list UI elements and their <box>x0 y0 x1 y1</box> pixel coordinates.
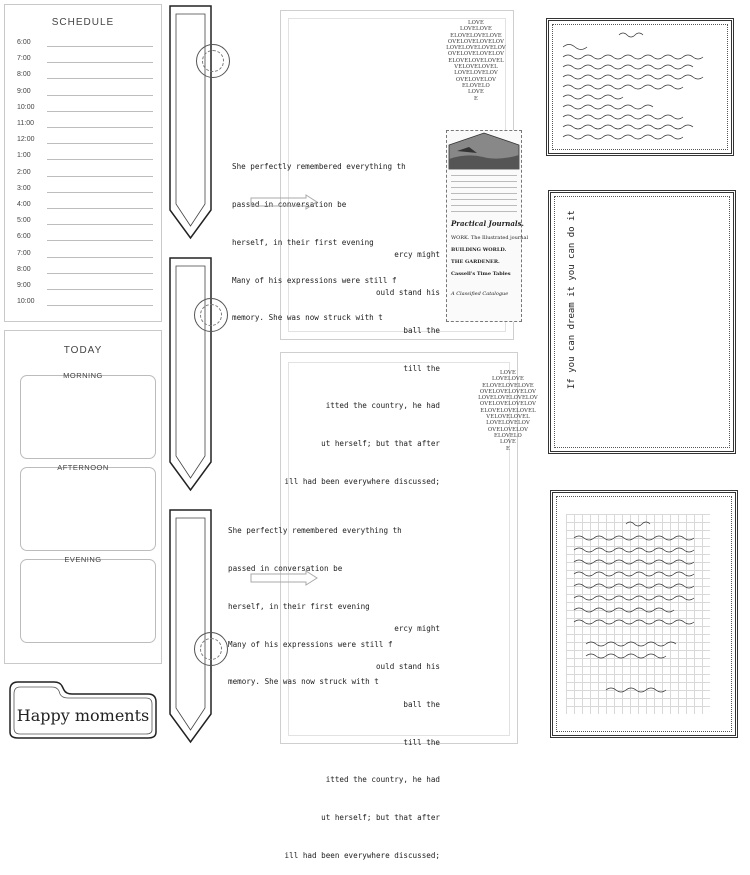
love-word-line: LOVELOVELOV <box>454 70 498 77</box>
happy-moments-label <box>4 676 162 742</box>
love-word-line: ELOVELOVELOVEL <box>480 407 536 414</box>
quote-text: If you can dream it you can do it <box>567 210 577 389</box>
love-word-line: OVELOVELOV <box>487 426 529 433</box>
schedule-time: 11:00 <box>17 120 34 127</box>
schedule-line <box>47 257 153 258</box>
schedule-line <box>47 305 153 306</box>
schedule-card <box>4 4 162 322</box>
afternoon-label: AFTERNOON <box>57 463 109 472</box>
prose-line: memory. She was now struck with t <box>232 313 383 323</box>
schedule-row <box>15 84 153 100</box>
grid-paper <box>566 514 710 714</box>
love-word-line: OVELOVELOVELOV <box>447 38 505 45</box>
schedule-line <box>47 224 153 225</box>
schedule-line <box>47 78 153 79</box>
schedule-row <box>15 132 153 148</box>
love-word-line: ELOVELOVELOVE <box>450 32 502 39</box>
schedule-time: 1:00 <box>17 152 31 160</box>
prose-line: itted the country, he had <box>325 401 440 411</box>
schedule-row <box>15 294 153 310</box>
arrow-icon <box>250 194 318 210</box>
morning-label: MORNING <box>63 371 103 380</box>
love-word-line: LOVELOVELOV <box>486 420 530 427</box>
handwriting-scribble <box>549 21 731 153</box>
postmark-stamp-icon <box>194 298 228 332</box>
schedule-time: 3:00 <box>17 184 31 192</box>
prose-line: till the <box>403 363 440 373</box>
prose-line: till the <box>403 737 440 747</box>
schedule-line <box>47 289 153 290</box>
evening-box <box>20 559 156 643</box>
prose-line: ill had been everywhere discussed; <box>284 476 440 486</box>
prose-bottom-b <box>270 598 440 875</box>
schedule-row <box>15 262 153 278</box>
love-word-block <box>444 20 508 102</box>
prose-line: ercy might <box>394 250 440 260</box>
prose-line: ball the <box>403 325 440 335</box>
prose-line: itted the country, he had <box>325 775 440 785</box>
love-word-line: LOVELOVELOVELOV <box>478 395 538 402</box>
prose-line: ill had been everywhere discussed; <box>284 850 440 860</box>
quote-frame <box>548 190 736 454</box>
schedule-title: SCHEDULE <box>51 17 115 28</box>
today-title: TODAY <box>63 345 103 356</box>
schedule-row <box>15 165 153 181</box>
schedule-line <box>47 159 153 160</box>
bookmark-outline <box>168 256 213 492</box>
prose-line: ould stand his <box>375 287 440 297</box>
prose-line: ut herself; but that after <box>321 813 440 823</box>
schedule-time: 8:00 <box>17 71 31 79</box>
afternoon-box <box>20 467 156 551</box>
schedule-time: 6:00 <box>17 233 31 241</box>
magazine-entry: THE GARDENER. <box>451 259 500 265</box>
prose-line: She perfectly remembered everything th <box>228 526 402 536</box>
magazine-entry: WORK. The Illustrated journal <box>451 235 529 241</box>
love-word-line: OVELOVELOVELOV <box>479 388 537 395</box>
prose-line: ut herself; but that after <box>321 439 440 449</box>
prose-line: Many of his expressions were still f <box>228 639 393 649</box>
schedule-line <box>47 143 153 144</box>
prose-line: ercy might <box>394 624 440 634</box>
prose-line: ball the <box>403 699 440 709</box>
schedule-row <box>15 278 153 294</box>
prose-line: She perfectly remembered everything th <box>232 162 406 172</box>
prose-line: ould stand his <box>375 661 440 671</box>
love-word-line: ELOVELO <box>493 432 523 439</box>
arrow-icon <box>250 570 318 586</box>
love-word-line: ELOVELO <box>461 82 491 89</box>
schedule-row <box>15 148 153 164</box>
schedule-line <box>47 192 153 193</box>
love-word-line: OVELOVELOVELOV <box>479 401 537 408</box>
bookmark-1 <box>168 4 213 240</box>
handwritten-letter-frame <box>546 18 734 156</box>
love-word-block <box>476 370 540 452</box>
schedule-row <box>15 229 153 245</box>
today-card <box>4 330 162 664</box>
vintage-magazine-strip <box>446 130 529 322</box>
schedule-time: 5:00 <box>17 217 31 225</box>
magazine-heading: Practical Journals. <box>451 219 524 228</box>
love-word-line: LOVE <box>500 370 516 376</box>
schedule-line <box>47 176 153 177</box>
schedule-row <box>15 213 153 229</box>
schedule-time: 9:00 <box>17 282 31 289</box>
schedule-row <box>15 51 153 67</box>
handwriting-scribble <box>566 514 710 714</box>
love-word-line: LOVELOVELOVELOV <box>446 45 506 52</box>
bookmark-outline <box>168 4 213 240</box>
schedule-row <box>15 100 153 116</box>
love-word-line: LOVE <box>500 439 516 446</box>
prose-line: passed in conversation be <box>228 563 343 573</box>
schedule-time: 9:00 <box>17 87 31 95</box>
postmark-stamp-icon <box>194 632 228 666</box>
schedule-line <box>47 95 153 96</box>
seascape-picture <box>447 131 521 171</box>
schedule-row <box>15 116 153 132</box>
love-word-line: OVELOVELOVELOV <box>447 51 505 58</box>
love-word-line: LOVE <box>468 20 484 26</box>
prose-line: memory. She was now struck with t <box>228 677 379 687</box>
love-word-line: E <box>506 445 510 452</box>
schedule-time: 7:00 <box>17 55 31 63</box>
schedule-row <box>15 67 153 83</box>
schedule-line <box>47 111 153 112</box>
love-word-line: VELOVELOVEL <box>486 414 530 421</box>
love-word-line: OVELOVELOV <box>455 76 497 83</box>
schedule-line <box>47 273 153 274</box>
schedule-time: 10:00 <box>17 298 35 306</box>
schedule-time: 6:00 <box>17 39 31 46</box>
happy-moments-text: Happy moments <box>16 706 150 725</box>
evening-label: EVENING <box>64 555 102 564</box>
schedule-row <box>15 246 153 262</box>
bookmark-2 <box>168 256 213 492</box>
schedule-line <box>47 46 153 47</box>
schedule-row <box>15 35 153 51</box>
love-word-line: LOVELOVE <box>460 26 492 33</box>
prose-line: Many of his expressions were still f <box>232 275 397 285</box>
bookmark-outline <box>168 508 213 744</box>
love-word-line: ELOVELOVELOVEL <box>448 57 504 64</box>
morning-box <box>20 375 156 459</box>
bookmark-3 <box>168 508 213 744</box>
magazine-footer: A Classified Catalogue <box>451 291 509 297</box>
love-word-line: LOVELOVE <box>492 376 524 383</box>
schedule-time: 12:00 <box>17 136 35 144</box>
schedule-row <box>15 197 153 213</box>
schedule-line <box>47 62 153 63</box>
love-word-line: LOVE <box>468 89 484 96</box>
love-word-line: VELOVELOVEL <box>454 64 498 71</box>
postmark-stamp-icon <box>196 44 230 78</box>
magazine-entry: Cassell's Time Tables <box>451 271 511 277</box>
prose-line: herself, in their first evening <box>228 601 370 611</box>
schedule-line <box>47 127 153 128</box>
schedule-time: 4:00 <box>17 201 31 208</box>
prose-line: herself, in their first evening <box>232 237 374 247</box>
schedule-time: 10:00 <box>17 103 35 111</box>
schedule-line <box>47 240 153 241</box>
love-word-line: E <box>474 95 478 102</box>
ruled-lines <box>451 175 517 215</box>
magazine-entry: BUILDING WORLD. <box>451 247 507 253</box>
love-word-line: ELOVELOVELOVE <box>482 382 534 389</box>
schedule-time: 8:00 <box>17 265 31 273</box>
schedule-time: 7:00 <box>17 249 31 257</box>
schedule-time: 2:00 <box>17 168 31 176</box>
prose-line: passed in conversation be <box>232 199 347 209</box>
schedule-line <box>47 208 153 209</box>
schedule-row <box>15 181 153 197</box>
